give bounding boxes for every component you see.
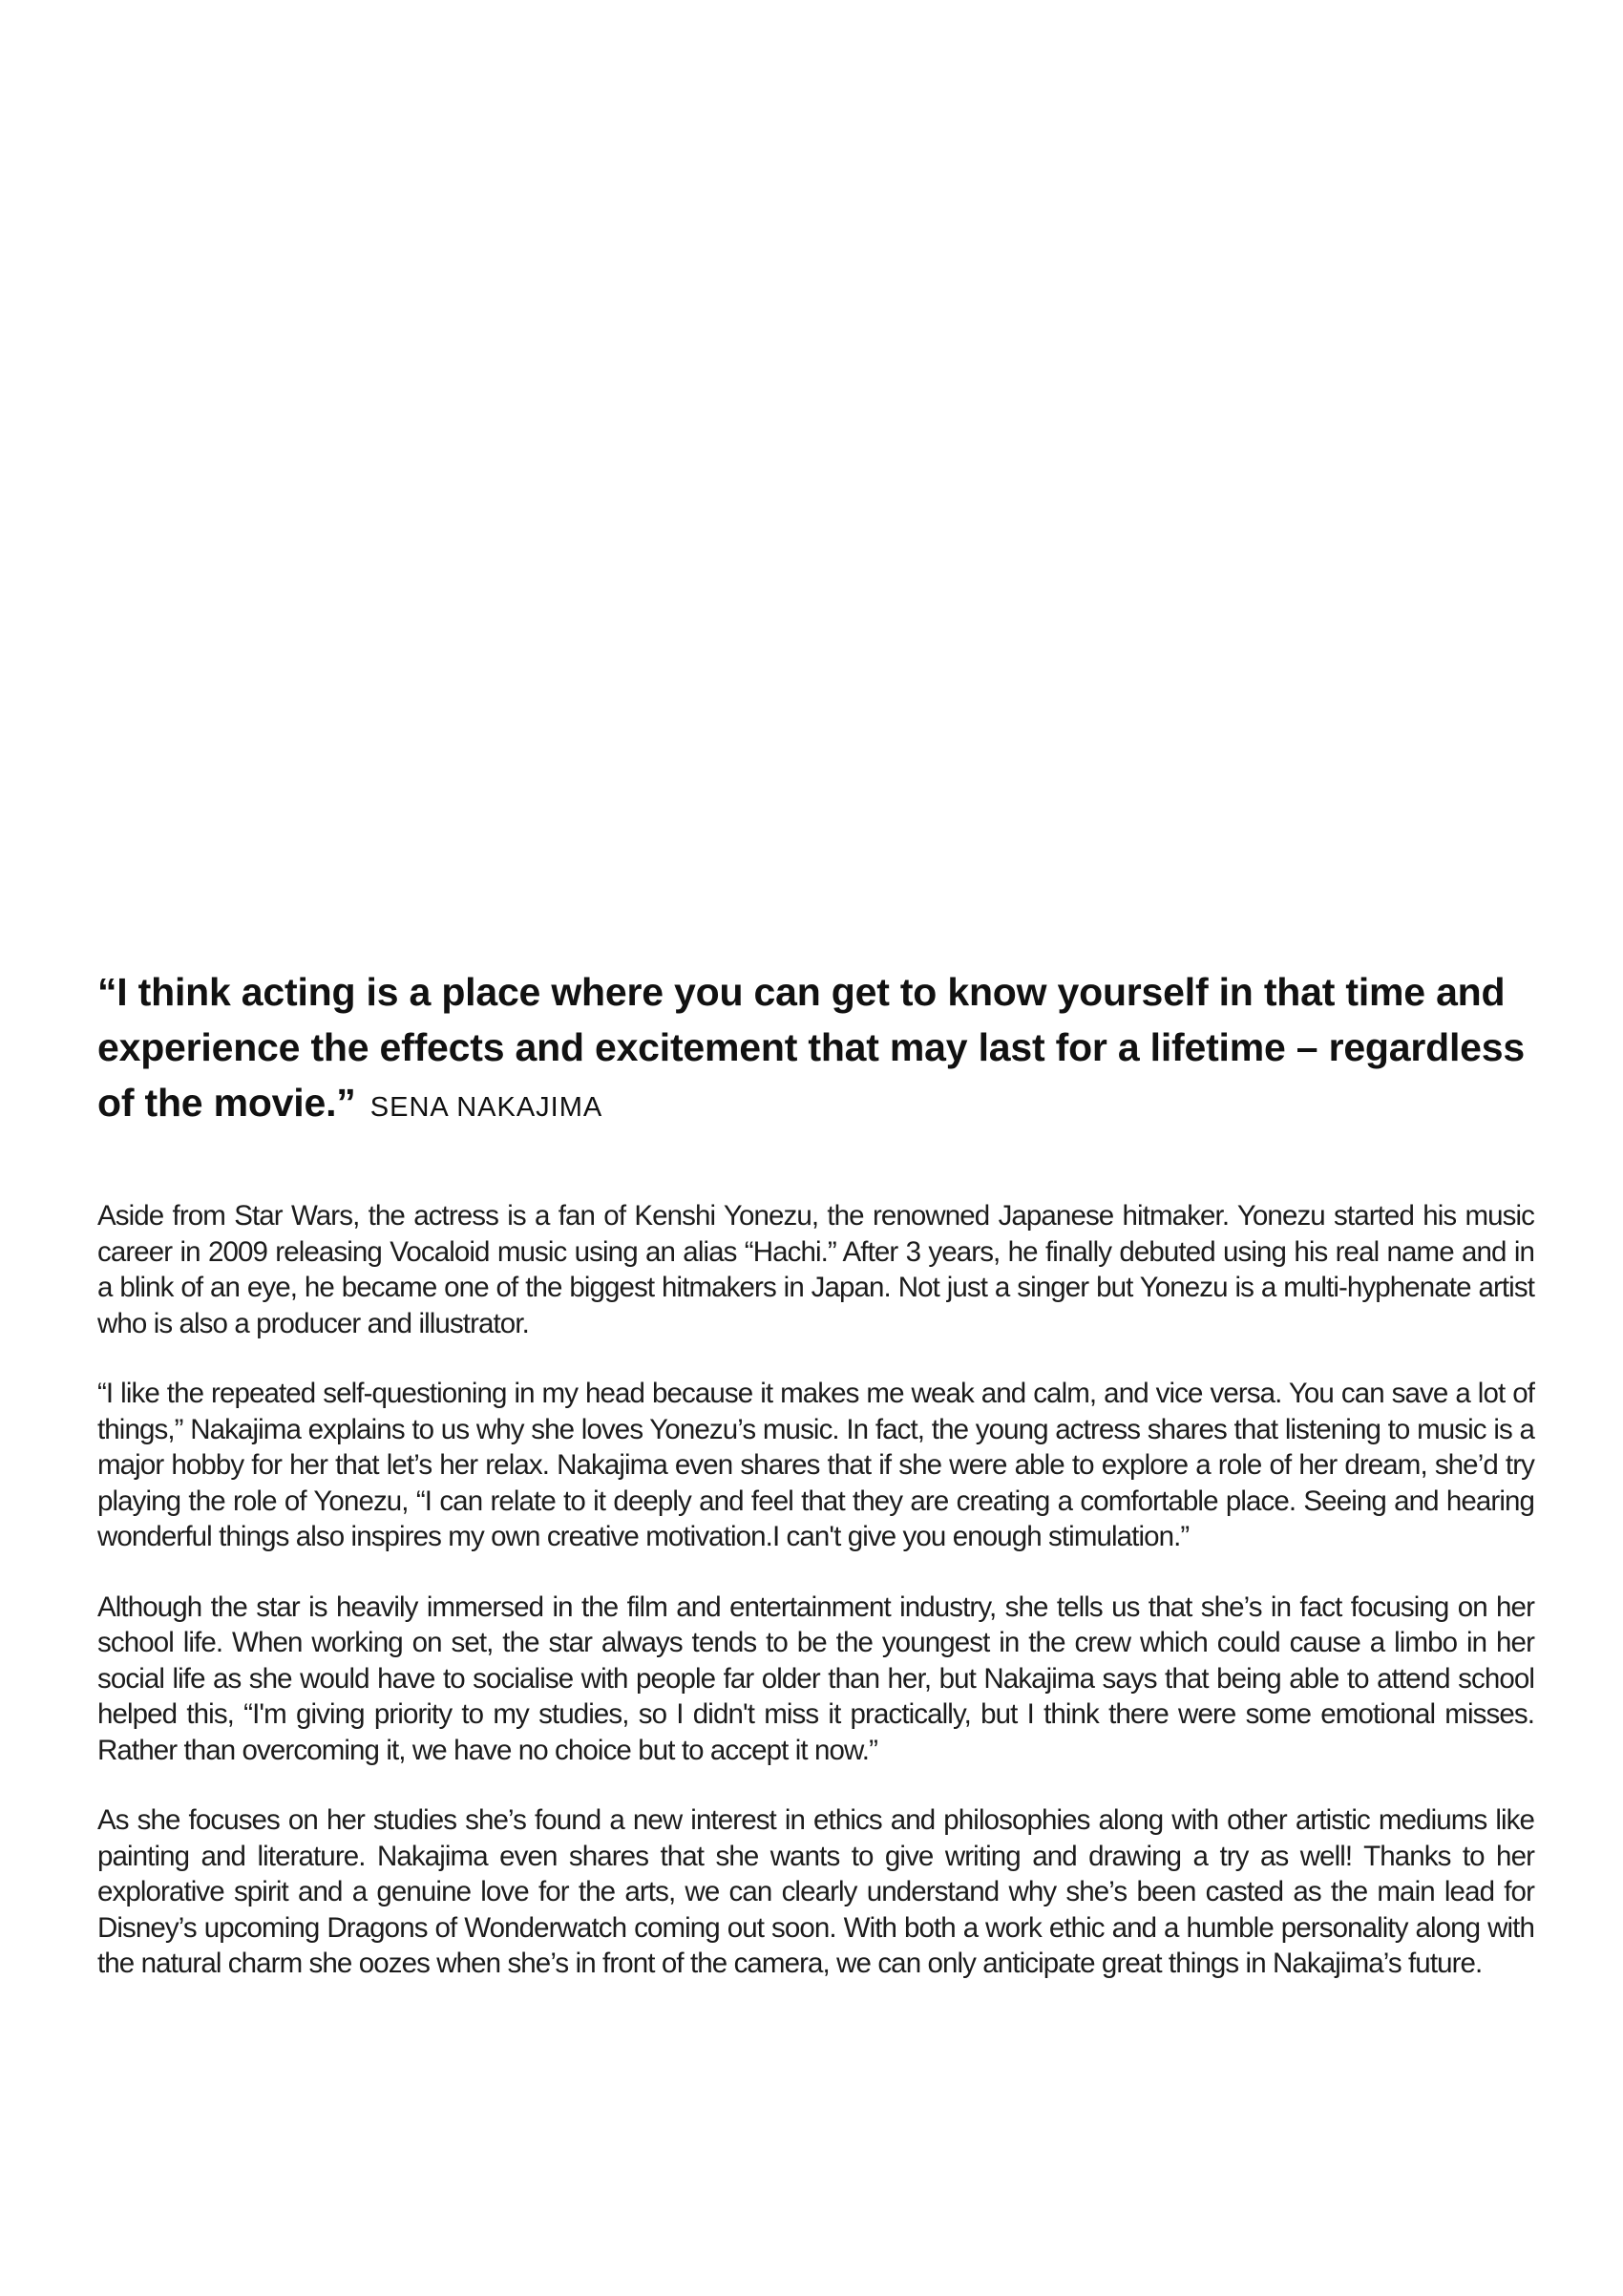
pull-quote-attribution: SENA NAKAJIMA — [369, 1092, 603, 1123]
article-body — [97, 1198, 1534, 2016]
article-paragraph-4: As she focuses on her studies she’s found a new interest in ethics and philosophies along with other artistic mediums like painting and literature. Nakajima even shares that she wants to give writing and drawing a try as well! Thanks to her explorative spirit and a genuine love for the arts, we can clearly understand why she’s been casted as the main lead for Disney’s upcoming Dragons of Wonderwatch coming out soon. With both a work ethic and a humble personality along with the natural charm she oozes when she’s in front of the camera, we can only anticipate great things in Nakajima’s future. — [97, 1804, 1534, 1979]
article-paragraph-3: Although the star is heavily immersed in the film and entertainment industry, she tells us that she’s in fact focusing on her school life. When working on set, the star always tends to be the youngest in the crew which could cause a limbo in her social life as she would have to socialise with people far older than her, but Nakajima says that being able to attend school helped this, “I'm giving priority to my studies, so I didn't miss it practically, but I think there were some emotional misses. Rather than overcoming it, we have no choice but to accept it now.” — [97, 1590, 1534, 1766]
pull-quote — [97, 964, 1529, 1135]
article-paragraph-1: Aside from Star Wars, the actress is a fan of Kenshi Yonezu, the renowned Japanese hitmaker. Yonezu started his music career in 2009 releasing Vocaloid music using an alias “Hachi.” After 3 years, he finally debuted using his real name and in a blink of an eye, he became one of the biggest hitmakers in Japan. Not just a singer but Yonezu is a multi-hyphenate artist who is also a producer and illustrator. — [97, 1200, 1534, 1339]
article-paragraph-2: “I like the repeated self-questioning in my head because it makes me weak and calm, and vice versa. You can save a lot of things,” Nakajima explains to us why she loves Yonezu’s music. In fact, the young actress shares that listening to music is a major hobby for her that let’s her relax. Nakajima even shares that if she were able to explore a role of her dream, she’d try playing the role of Yonezu, “I can relate to it deeply and feel that they are creating a comfortable place. Seeing and hearing wonderful things also inspires my own creative motivation.I can't give you enough stimulation.” — [97, 1378, 1534, 1552]
pull-quote-text: “I think acting is a place where you can get to know yourself in that time and experience the effects and excitement that may last for a lifetime – regardless of the movie.” — [97, 970, 1525, 1125]
